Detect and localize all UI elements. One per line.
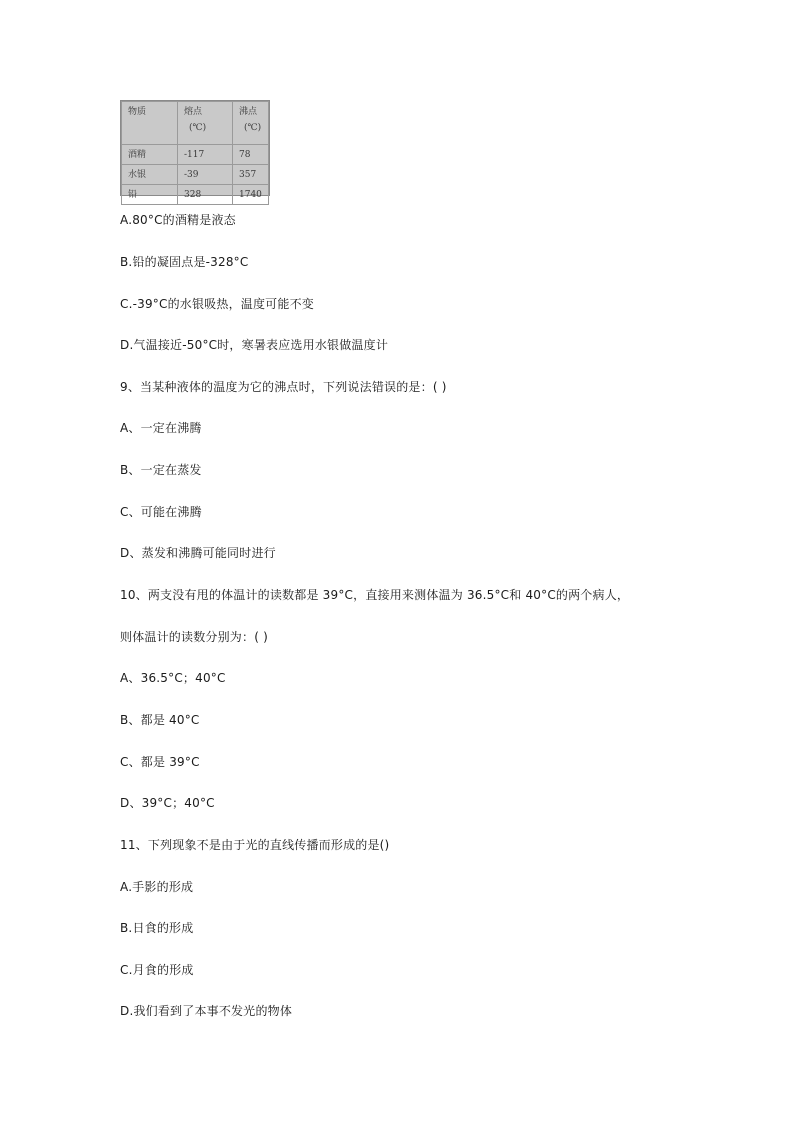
header-label: 熔点 [184,107,203,117]
option-text: C、都是 39°C [120,755,200,769]
option-text: B、一定在蒸发 [120,463,202,477]
table-cell: 酒精 [122,145,178,165]
table-cell: 78 [233,145,269,165]
option-text: A、一定在沸腾 [120,421,202,435]
table-row [122,145,269,165]
question-text: 9、当某种液体的温度为它的沸点时，下列说法错误的是：( ) [120,380,447,394]
question-text: 则体温计的读数分别为：( ) [120,630,268,644]
option-text: B.铅的凝固点是-328°C [120,255,249,269]
option-text: B.日食的形成 [120,921,194,935]
table-cell: 357 [233,165,269,185]
option-text: A.手影的形成 [120,880,194,894]
header-label: 物质 [128,107,147,117]
table-cell: 铅 [122,185,178,205]
table-row [122,185,269,205]
question-text: 11、下列现象不是由于光的直线传播而形成的是() [120,838,390,852]
header-cell-boiling-point [233,102,269,145]
header-unit: (℃) [244,123,262,133]
table-header-row [122,102,269,145]
melting-boiling-point-table [120,100,270,200]
option-text: D.我们看到了本事不发光的物体 [120,1004,293,1018]
table-cell: 水银 [122,165,178,185]
table-cell: -117 [178,145,233,165]
option-text: B、都是 40°C [120,713,200,727]
option-text: C、可能在沸腾 [120,505,202,519]
option-text: D、39°C；40°C [120,796,215,810]
table-cell: -39 [178,165,233,185]
option-text: A、36.5°C；40°C [120,671,226,685]
table-row [122,165,269,185]
option-text: C.-39°C的水银吸热，温度可能不变 [120,297,314,311]
header-unit: (℃) [189,123,207,133]
table-cell: 328 [178,185,233,205]
table-cell: 1740 [233,185,269,205]
header-cell-substance [122,102,178,145]
option-text: C.月食的形成 [120,963,194,977]
header-label: 沸点 [239,107,258,117]
header-cell-melting-point [178,102,233,145]
data-table [121,101,269,205]
question-text: 10、两支没有甩的体温计的读数都是 39°C，直接用来测体温为 36.5°C和 40°C的两个病人， [120,588,630,602]
option-text: D、蒸发和沸腾可能同时进行 [120,546,276,560]
option-text: D.气温接近-50°C时，寒暑表应选用水银做温度计 [120,338,389,352]
option-text: A.80°C的酒精是液态 [120,213,236,227]
